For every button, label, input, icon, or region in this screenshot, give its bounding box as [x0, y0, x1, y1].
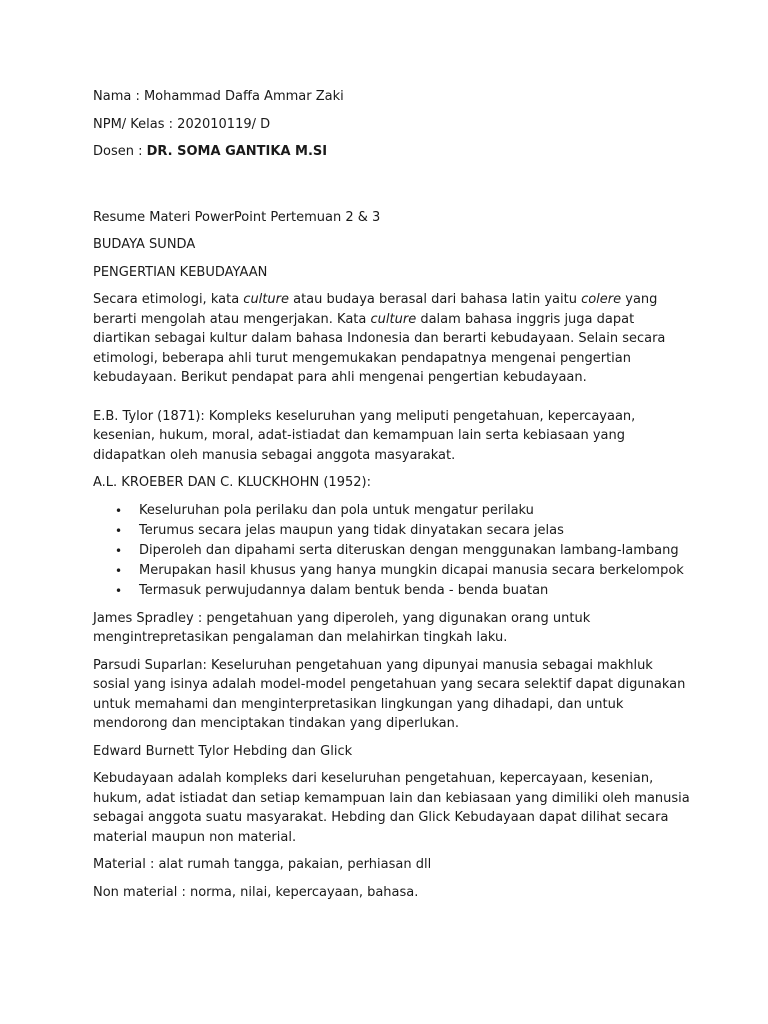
intro-text-4: dalam bahasa inggris juga dapat diartikan sebagai kultur dalam bahasa Indonesia dan berarti kebudayaan. Selain secara etimologi, beberapa ahli turut mengemukakan pendapatnya mengenai pengertian kebudayaan. Berikut pendapat para ahli mengenai pengertian kebudayaan.: [93, 311, 666, 385]
intro-text-2: atau budaya berasal dari bahasa latin yaitu: [288, 292, 582, 307]
bullet-icon: •: [115, 563, 123, 578]
list-item: [93, 561, 693, 581]
bullet-icon: •: [115, 543, 123, 558]
suparlan-paragraph: Parsudi Suparlan: Keseluruhan pengetahuan yang dipunyai manusia sebagai makhluk sosial yang isinya adalah model-model pengetahuan yang secara selektif dapat digunakan untuk memahami dan menginterpretasikan lingkungan yang dihadapi, dan untuk mendorong dan menciptakan tindakan yang diperlukan.: [93, 657, 686, 731]
npm-value: 202010119/ D: [177, 116, 271, 132]
kroeber-bullet-list: [93, 501, 693, 601]
spradley-paragraph: James Spradley : pengetahuan yang diperoleh, yang digunakan orang untuk mengintrepretasikan pengalaman dan melahirkan tingkah laku.: [93, 610, 591, 645]
intro-text-1: Secara etimologi, kata: [93, 292, 244, 307]
bullet-icon: •: [115, 583, 123, 598]
dosen-value: DR. SOMA GANTIKA M.SI: [146, 144, 328, 159]
list-item-text: Keseluruhan pola perilaku dan pola untuk mengatur perilaku: [139, 502, 534, 518]
material-line: Material : alat rumah tangga, pakaian, perhiasan dll: [93, 857, 432, 872]
bullet-icon: •: [115, 523, 123, 538]
nama-value: Mohammad Daffa Ammar Zaki: [143, 89, 344, 104]
list-item: [93, 541, 693, 561]
dosen-line: [93, 142, 693, 162]
bullet-icon: •: [115, 503, 123, 518]
section-heading: PENGERTIAN KEBUDAYAAN: [93, 264, 268, 280]
list-item: [93, 521, 693, 541]
nama-label: Nama :: [93, 89, 144, 104]
non-material-line: Non material : norma, nilai, kepercayaan, bahasa.: [93, 884, 419, 900]
list-item-text: Terumus secara jelas maupun yang tidak dinyatakan secara jelas: [139, 522, 564, 538]
document-title: Resume Materi PowerPoint Pertemuan 2 & 3: [93, 209, 381, 225]
intro-text-3: yang berarti mengolah atau mengerjakan. Kata: [93, 292, 658, 327]
list-item-text: Termasuk perwujudannya dalam bentuk benda - benda buatan: [139, 582, 549, 598]
document-page: [93, 87, 693, 910]
intro-culture-1: culture: [243, 292, 289, 307]
document-subtitle: BUDAYA SUNDA: [93, 237, 196, 252]
npm-label: NPM/ Kelas :: [93, 116, 178, 132]
list-item-text: Merupakan hasil khusus yang hanya mungkin dicapai manusia secara berkelompok: [139, 562, 684, 578]
list-item: [93, 501, 693, 521]
kroeber-heading: A.L. KROEBER DAN C. KLUCKHOHN (1952):: [93, 475, 371, 490]
list-item-text: Diperoleh dan dipahami serta diteruskan dengan menggunakan lambang-lambang: [139, 542, 679, 558]
intro-colere: colere: [581, 292, 622, 307]
intro-paragraph: [93, 290, 693, 388]
npm-line: [93, 115, 693, 135]
dosen-label: Dosen :: [93, 144, 147, 159]
list-item: [93, 581, 693, 601]
hebding-heading: Edward Burnett Tylor Hebding dan Glick: [93, 743, 353, 759]
hebding-paragraph: Kebudayaan adalah kompleks dari keseluruhan pengetahuan, kepercayaan, kesenian, hukum, adat istiadat dan setiap kemampuan lain dan kebiasaan yang dimiliki oleh manusia sebagai anggota suatu masyarakat. Hebding dan Glick Kebudayaan dapat dilihat secara material maupun non material.: [93, 771, 690, 845]
nama-line: [93, 87, 693, 107]
tylor-paragraph: E.B. Tylor (1871): Kompleks keseluruhan yang meliputi pengetahuan, kepercayaan, kesenian, hukum, moral, adat-istiadat dan kemampuan lain serta kebiasaan yang didapatkan oleh manusia sebagai anggota masyarakat.: [93, 408, 636, 463]
intro-culture-2: culture: [370, 311, 417, 327]
